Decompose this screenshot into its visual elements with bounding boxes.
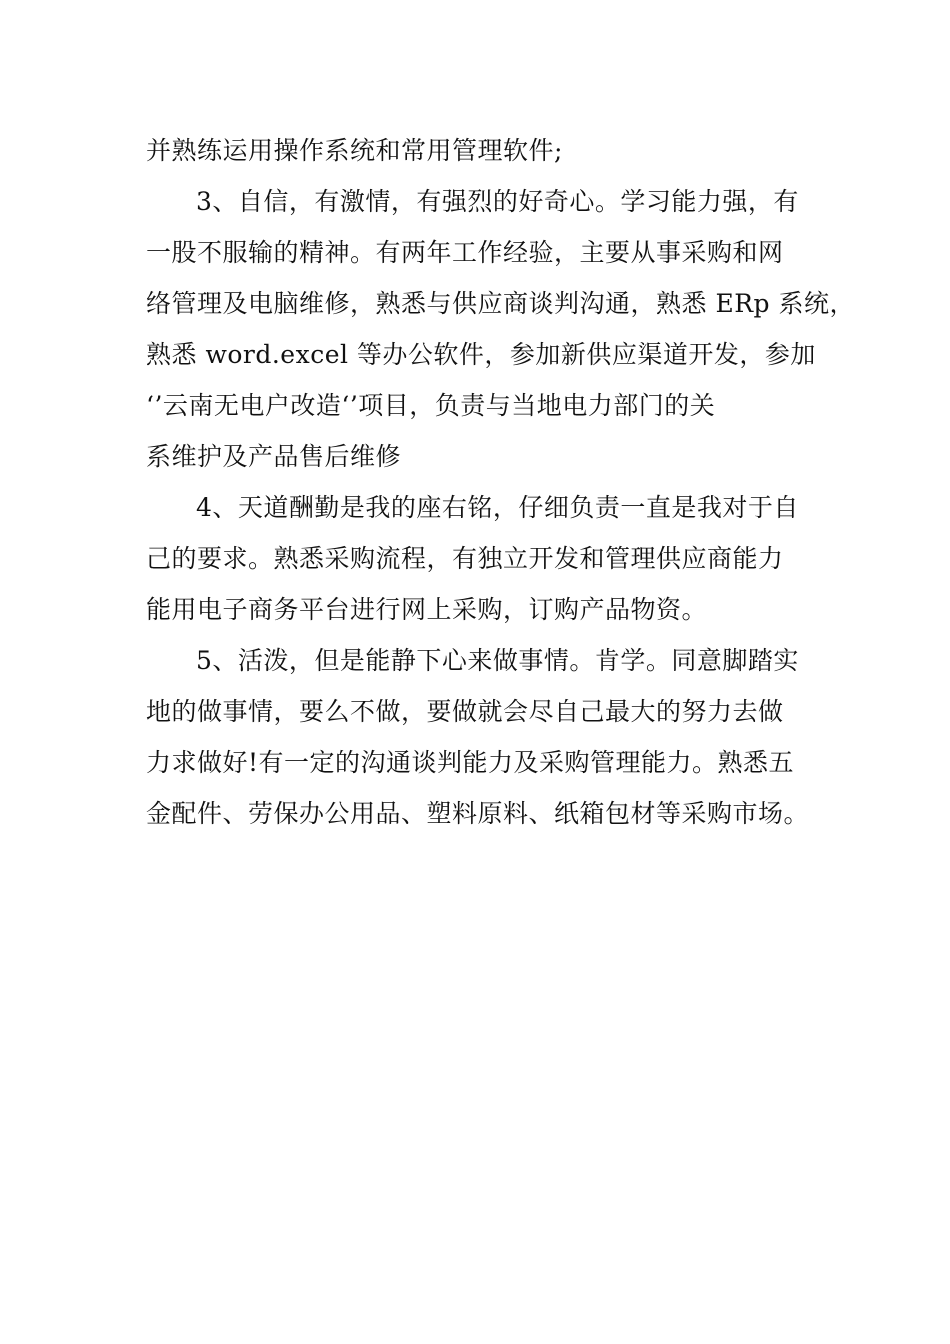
text-line: ‘’云南无电户改造‘’项目，负责与当地电力部门的关 bbox=[146, 391, 716, 420]
text-line: 熟悉 word.excel 等办公软件，参加新供应渠道开发，参加 bbox=[146, 340, 816, 369]
text-line: 一股不服输的精神。有两年工作经验，主要从事采购和网 bbox=[146, 238, 784, 267]
text-line: 地的做事情，要么不做，要做就会尽自己最大的努力去做 bbox=[146, 697, 784, 726]
text-line: 并熟练运用操作系统和常用管理软件; bbox=[146, 136, 563, 165]
text-line: 金配件、劳保办公用品、塑料原料、纸箱包材等采购市场。 bbox=[146, 799, 810, 828]
text-line: 3、自信，有激情，有强烈的好奇心。学习能力强，有 bbox=[196, 187, 799, 216]
text-line: 5、活泼，但是能静下心来做事情。肯学。同意脚踏实 bbox=[196, 646, 799, 675]
text-line: 己的要求。熟悉采购流程，有独立开发和管理供应商能力 bbox=[146, 544, 784, 573]
text-line: 系维护及产品售后维修 bbox=[146, 442, 402, 471]
text-line: 力求做好!有一定的沟通谈判能力及采购管理能力。熟悉五 bbox=[146, 748, 795, 777]
body-text bbox=[146, 125, 855, 839]
text-line: 4、天道酬勤是我的座右铭，仔细负责一直是我对于自 bbox=[196, 493, 799, 522]
text-line: 能用电子商务平台进行网上采购，订购产品物资。 bbox=[146, 595, 708, 624]
text-line: 络管理及电脑维修，熟悉与供应商谈判沟通，熟悉 ERp 系统， bbox=[146, 289, 855, 318]
